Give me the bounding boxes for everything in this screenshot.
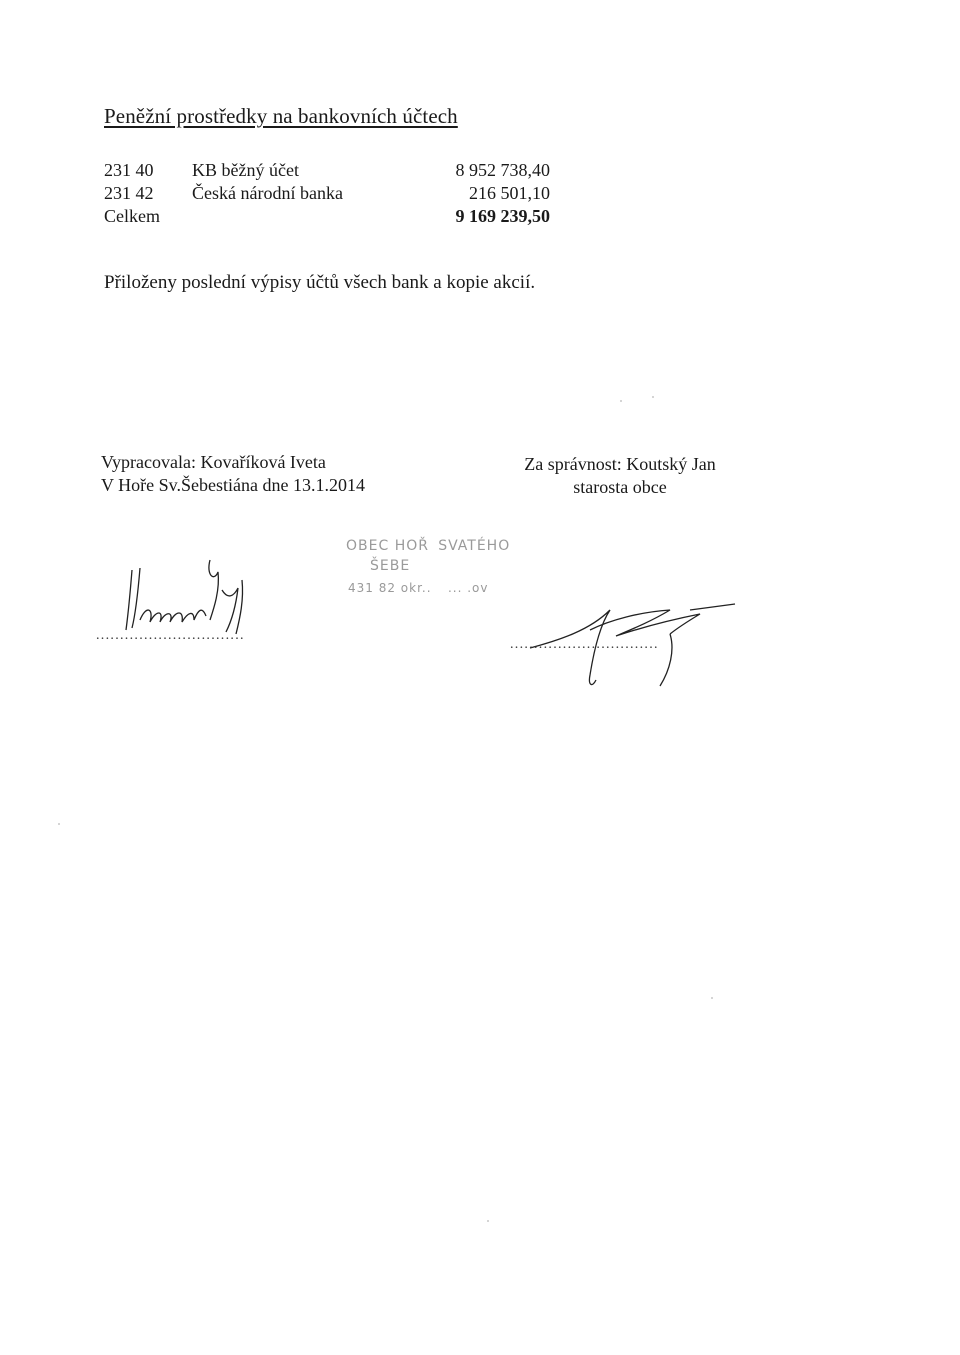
account-name: Česká národní banka (192, 183, 343, 203)
scan-speck (711, 997, 713, 999)
account-amount: 216 501,10 (469, 183, 550, 203)
total-row (104, 206, 554, 228)
stamp-line-2: ŠEBE (370, 558, 414, 574)
prepared-by-block (101, 451, 365, 497)
account-name: KB běžný účet (192, 160, 299, 180)
account-amount: 8 952 738,40 (455, 160, 550, 180)
account-code: 231 42 (104, 183, 154, 203)
place-date: V Hoře Sv.Šebestiána dne 13.1.2014 (101, 475, 365, 495)
table-row (104, 160, 554, 182)
scan-speck (58, 823, 60, 825)
attachment-note: Přiloženy poslední výpisy účtů všech bank a kopie akcií. (104, 272, 536, 293)
account-code: 231 40 (104, 160, 154, 180)
total-label: Celkem (104, 206, 160, 226)
table-row (104, 183, 554, 205)
signature-line-left: ............................... (96, 628, 245, 643)
verified-by-title: starosta obce (573, 477, 667, 497)
scan-speck (620, 400, 622, 402)
signature-left (110, 550, 280, 640)
verified-by-name: Za správnost: Koutský Jan (524, 454, 716, 474)
scan-speck (652, 396, 654, 398)
signature-line-right: ............................... (510, 637, 659, 652)
total-amount: 9 169 239,50 (455, 206, 550, 226)
stamp-line-3: 431 82 okr.. ... .ov (348, 581, 489, 595)
verified-by-block (515, 453, 725, 499)
official-stamp (340, 535, 530, 610)
page-title: Peněžní prostředky na bankovních účtech (104, 104, 458, 128)
prepared-by-name: Vypracovala: Kovaříková Iveta (101, 452, 326, 472)
stamp-line-1: OBEC HOŘ SVATÉHO (346, 538, 511, 554)
scan-speck (487, 1220, 489, 1222)
